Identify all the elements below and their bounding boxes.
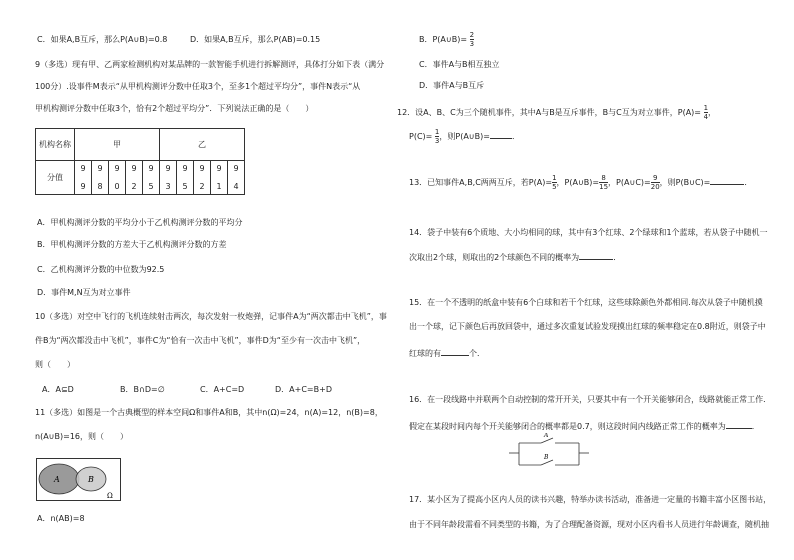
- parallel-circuit-diagram: [509, 433, 589, 473]
- q12-text: 12．设A、B、C为三个随机事件，其中A与B是互斥事件，B与C互为对立事件，P(A)=: [397, 108, 702, 117]
- q15-line-2: 出一个球，记下颜色后再放回袋中，通过多次重复试验发现摸出红球的频率稳定在0.8附近，则袋子中: [409, 322, 766, 331]
- q9-line-2: 100分）.设事件M表示“从甲机构测评分数中任取3个，至多1个超过平均分”，事件N表示“从: [35, 82, 361, 91]
- score-cell-2: 9 8: [92, 161, 109, 195]
- q11-line-1: 11（多选）如图是一个古典概型的样本空间Ω和事件A和B，其中n(Ω)=24，n(A)=12，n(B)=8，: [35, 408, 383, 417]
- q10-option-a[interactable]: A．A⊆D: [42, 385, 74, 394]
- q9-line-1: 9（多选）现有甲、乙两家检测机构对某品牌的一款智能手机进行拆解测评，具体打分如下表（满分: [35, 60, 385, 69]
- q11-option-d[interactable]: D．事件A与B互斥: [419, 81, 485, 90]
- q9-option-a[interactable]: A．甲机构测评分数的平均分小于乙机构测评分数的平均分: [37, 218, 243, 227]
- q10-option-b[interactable]: B．B∩D=∅: [120, 385, 165, 394]
- q11-line-2: n(A∪B)=16，则（ ）: [35, 432, 129, 441]
- label-b: B: [88, 475, 94, 484]
- q14-answer-blank[interactable]: [579, 251, 613, 260]
- q15-line-1: 15．在一个不透明的纸盒中装有6个白球和若干个红球，这些球除颜色外都相同.每次从袋子中随机摸: [409, 298, 763, 307]
- q8-option-d[interactable]: D．如果A,B互斥，那么P(AB)=0.15: [190, 35, 321, 44]
- score-cell-9: 9 1: [211, 161, 228, 195]
- score-cell-5: 9 5: [143, 161, 160, 195]
- q12-line-1: 12．设A、B、C为三个随机事件，其中A与B是互斥事件，B与C互为对立事件，P(A)= $\frac{1}{4}$ ，: [397, 104, 717, 121]
- q12-answer-blank[interactable]: [490, 130, 512, 139]
- venn-diagram: [36, 458, 121, 501]
- q15-answer-blank[interactable]: [441, 347, 469, 356]
- q10-line-1: 10（多选）对空中飞行的飞机连续射击两次，每次发射一枚炮弹，记事件A为“两次都击中飞机”，事: [35, 312, 387, 321]
- q14-line-2: 次取出2个球，则取出的2个球颜色不同的概率为 ．: [409, 253, 622, 262]
- q12-line-2: P(C)= $\frac{1}{3}$ ，则P(A∪B)= ．: [409, 128, 520, 145]
- q17-line-1: 17．某小区为了提高小区内人员的读书兴趣，特举办读书活动，准备进一定量的书籍丰富小区图书站，: [409, 495, 772, 504]
- switch-a-label: A: [544, 433, 549, 439]
- score-table: [35, 128, 245, 195]
- label-a: A: [54, 475, 60, 484]
- q12-fraction-c: $\frac{1}{3}$: [434, 128, 440, 145]
- q11-option-b-fraction: $\frac{2}{3}$: [469, 31, 475, 48]
- table-header-jia: 甲: [75, 129, 160, 161]
- table-header-label: 机构名称: [36, 129, 75, 161]
- score-cell-3: 9 0: [109, 161, 126, 195]
- q16-answer-blank[interactable]: [726, 420, 752, 429]
- q11-option-b-text: B．P(A∪B)=: [419, 35, 468, 44]
- score-cell-7: 9 5: [177, 161, 194, 195]
- q10-option-c[interactable]: C．A+C=D: [200, 385, 245, 394]
- q9-line-3: 甲机构测评分数中任取3个，恰有2个超过平均分”．下列说法正确的是（ ）: [35, 104, 314, 113]
- q11-option-a[interactable]: A．n(AB)=8: [37, 514, 85, 523]
- switch-b-label: B: [544, 454, 549, 461]
- q13-fraction-3: $\frac{9}{20}$: [650, 174, 660, 191]
- q13-answer-blank[interactable]: [710, 176, 744, 185]
- score-cell-8: 9 2: [194, 161, 211, 195]
- q14-line-1: 14．袋子中装有6个质地、大小均相同的球，其中有3个红球、2个绿球和1个蓝球，若从袋子中随机一: [409, 228, 768, 237]
- table-row-label: 分值: [36, 161, 75, 195]
- q10-option-d[interactable]: D．A+C=B+D: [275, 385, 332, 394]
- q9-option-b[interactable]: B．甲机构测评分数的方差大于乙机构测评分数的方差: [37, 240, 227, 249]
- q16-line-2: 假定在某段时间内每个开关能够闭合的概率都是0.7，则这段时间内线路正常工作的概率为 ．: [409, 422, 760, 431]
- q13-fraction-2: $\frac{8}{15}$: [599, 174, 609, 191]
- score-cell-1: 9 9: [75, 161, 92, 195]
- q17-line-2: 由于不同年龄段需看不同类型的书籍，为了合理配备资源，现对小区内看书人员进行年龄调查，随机抽: [409, 520, 769, 529]
- q10-line-3: 则（ ）: [35, 360, 75, 369]
- venn-svg: [36, 458, 121, 501]
- q12-fraction-a: $\frac{1}{4}$: [703, 104, 709, 121]
- q13-line: 13．已知事件A,B,C两两互斥，若P(A)= $\frac{1}{5}$ ，P(A∪B)= $\frac{8}{15}$ ，P(A∪C)= $\frac{9}{20}$ ，则P(B∪C)= ．: [409, 174, 753, 191]
- score-cell-4: 9 2: [126, 161, 143, 195]
- q11-option-b[interactable]: [419, 31, 474, 48]
- q9-option-c[interactable]: C．乙机构测评分数的中位数为92.5: [37, 265, 165, 274]
- q8-option-c[interactable]: C．如果A,B互斥，那么P(A∪B)=0.8: [37, 35, 168, 44]
- q15-line-3: 红球的有 个．: [409, 349, 485, 358]
- table-header-yi: 乙: [160, 129, 245, 161]
- q13-fraction-1: $\frac{1}{5}$: [552, 174, 557, 191]
- q10-line-2: 件B为“两次都没击中飞机”，事件C为“恰有一次击中飞机”，事件D为“至少有一次击中飞机”，: [35, 336, 366, 345]
- q16-line-1: 16．在一段线路中并联两个自动控制的常开开关，只要其中有一个开关能够闭合，线路就能正常工作．: [409, 395, 772, 404]
- q11-option-c[interactable]: C．事件A与B相互独立: [419, 60, 500, 69]
- label-omega: Ω: [107, 492, 113, 500]
- score-cell-6: 9 3: [160, 161, 177, 195]
- q9-option-d[interactable]: D．事件M,N互为对立事件: [37, 288, 131, 297]
- score-cell-10: 9 4: [228, 161, 245, 195]
